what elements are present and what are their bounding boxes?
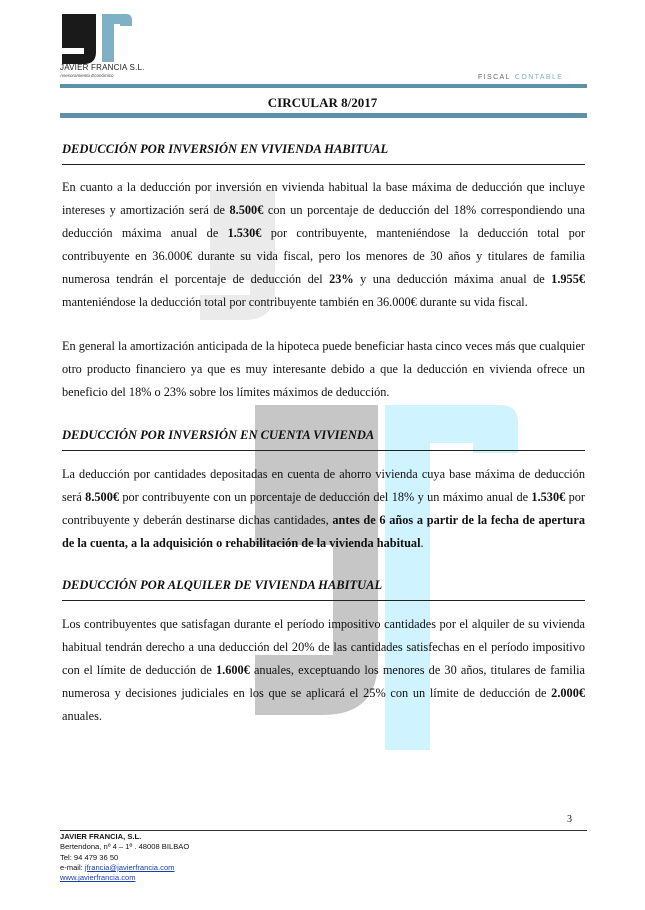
footer-company: JAVIER FRANCIA, S.L.	[60, 832, 142, 841]
tagline-fiscal: FISCAL	[478, 74, 511, 80]
footer-divider	[60, 830, 587, 831]
company-name: JAVIER FRANCIA S.L.	[60, 63, 145, 72]
header-tagline	[478, 74, 563, 80]
footer	[60, 832, 189, 883]
footer-phone: Tel: 94 479 36 50	[60, 852, 119, 862]
tagline-contable: CONTABLE	[514, 74, 564, 80]
footer-website-link[interactable]: www.javierfrancia.com	[60, 873, 136, 883]
section-heading-cuenta-vivienda: DEDUCCIÓN POR INVERSIÓN EN CUENTA VIVIENDA	[62, 428, 585, 451]
footer-email-link[interactable]: jfrancia@javierfrancia.com	[84, 862, 175, 872]
section-heading-alquiler: DEDUCCIÓN POR ALQUILER DE VIVIENDA HABITUAL	[62, 578, 585, 601]
header-bar	[60, 84, 587, 88]
circular-title: CIRCULAR 8/2017	[267, 95, 378, 110]
footer-address: Bertendona, nº 4 – 1º . 48008 BILBAO	[60, 842, 190, 852]
footer-email-row	[60, 863, 189, 873]
paragraph-alquiler: Los contribuyentes que satisfagan durante el período impositivo cantidades por el alquiler de su vivienda habitual tendrán derecho a una deducción del 20% de las cantidades satisfechas en el período impositivo con el límite de deducción de 1.600€ anuales, exceptuando los menores de 30 años, titulares de familia numerosa y decisiones judiciales en los que se aplicará el 25% con un límite de deducción de 2.000€ anuales.	[62, 617, 585, 723]
paragraph-vivienda-2: En general la amortización anticipada de la hipoteca puede beneficiar hasta cinco veces más que cualquier otro producto financiero ya que es muy interesante debido a que la deducción en vivienda ofrece un beneficio del 18% o 23% sobre los límites máximos de deducción.	[62, 339, 585, 399]
title-bar	[60, 113, 587, 118]
section-heading-vivienda-habitual: DEDUCCIÓN POR INVERSIÓN EN VIVIENDA HABITUAL	[62, 142, 585, 165]
footer-email-label: e-mail:	[60, 862, 85, 872]
paragraph-cuenta-vivienda: La deducción por cantidades depositadas en cuenta de ahorro vivienda cuya base máxima de deducción será 8.500€ por contribuyente con un porcentaje de deducción del 18% y un máximo anual de 1.530€ por contribuyente y deberán destinarse dichas cantidades, antes de 6 años a partir de la fecha de apertura de la cuenta, a la adquisición o rehabilitación de la vivienda habitual.	[62, 467, 586, 550]
page-number: 3	[567, 814, 572, 825]
paragraph-vivienda-1: En cuanto a la deducción por inversión en vivienda habitual la base máxima de deducción que incluye intereses y amortización será de 8.500€ con un porcentaje de deducción del 18% correspondiendo una deducción máxima anual de 1.530€ por contribuyente, manteniéndose la deducción total por contribuyente en 36.000€ durante su vida fiscal, pero los menores de 30 años y titulares de familia numerosa tendrán el porcentaje de deducción del 23% y una deducción máxima anual de 1.955€ manteniéndose la deducción total por contribuyente también en 36.000€ durante su vida fiscal.	[62, 180, 585, 309]
company-tagline: Asesoramiento Económico	[60, 73, 114, 78]
